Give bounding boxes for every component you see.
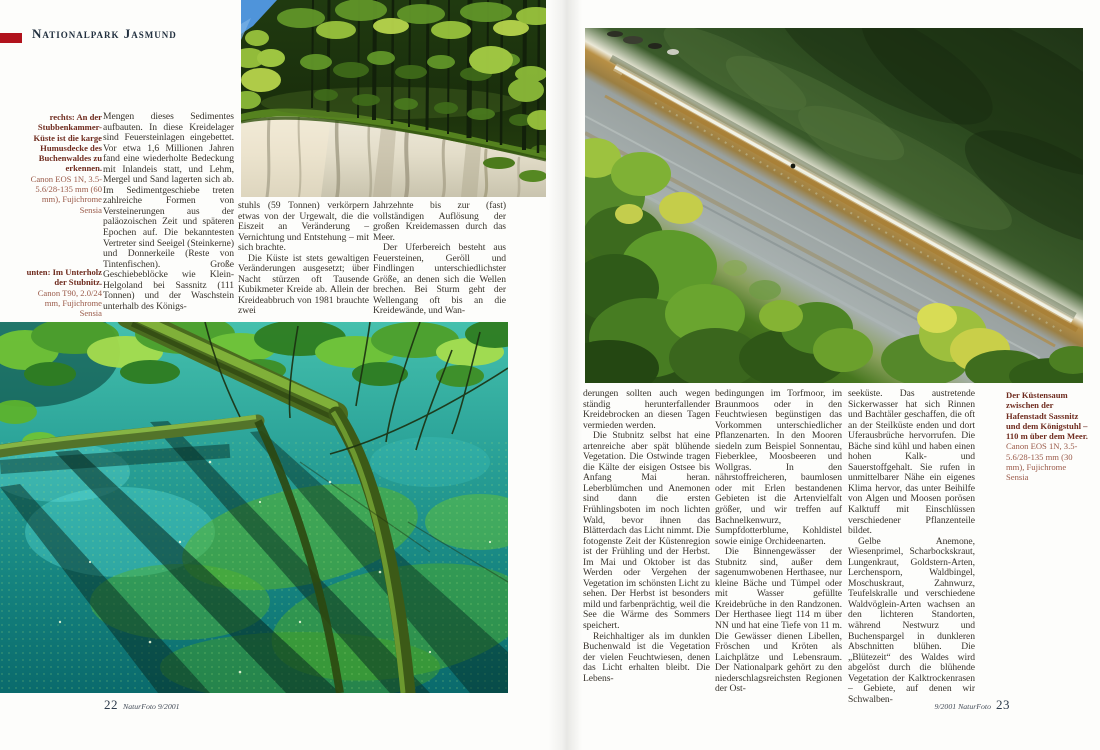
photo-aerial-coastline — [585, 28, 1083, 383]
paragraph: Gelbe Anemone, Wiesenprimel, Scharbockskraut, Lungenkraut, Goldstern-Arten, Lerchensporn, Waldbingel, Moschuskraut, Zahnwurz, Teufelskralle und verschiedene Waldvöglein-Arten wachsen an den lichteren Standorten, während Nestwurz und Buchenspargel in dunkleren Abschnitten blühen. Die „Blütezeit“ des Waldes wird abgelöst durch die blühende Vegetation der Kalktrockenrasen – Gebiete, auf denen wir Schwalben- — [848, 535, 975, 705]
paragraph: Die Küste ist stets gewaltigen Veränderungen ausgesetzt; über Nacht stürzen oft Tausende Kubikmeter Kreide ab. Allein der Kreideabbruch von 1981 brauchte zwei — [238, 252, 369, 317]
caption-lead: unten: Im Unterholz der Stubnitz. — [26, 267, 102, 288]
caption-aerial-photo — [1006, 390, 1088, 483]
page-footer-right — [934, 697, 1010, 713]
caption-tech-info: Canon T90, 2.0/24 mm, Fujichrome Sensia — [37, 287, 102, 319]
paragraph: seeküste. Das austretende Sickerwasser hat sich Rinnen und Bachtäler geschaffen, die oft an der Steilküste enden und dort Uferausbrüche hervorrufen. Die Bäche sind kühl und haben einen hohen Kalk- und Sauerstoffgehalt. Sie rufen in unmittelbarer Nähe ein eigenes Klima hervor, das unter Beihilfe von Algen und Moosen porösen Kalktuff mit Einschlüssen verschiedener Pflanzenteile bildet. — [848, 388, 975, 537]
page-number: 23 — [996, 697, 1010, 712]
caption-swamp-photo — [26, 267, 102, 318]
page-footer-left — [104, 697, 180, 713]
photo-swamp-underwood — [0, 322, 508, 693]
paragraph: stuhls (59 Tonnen) verkörpern etwas von der Urgewalt, die die Eiszeit an Veränderung – Vernichtung und Entstehung – mit sich brachte. — [238, 200, 369, 254]
issue-label: NaturFoto 9/2001 — [123, 702, 180, 711]
section-marker-red-block — [0, 33, 22, 43]
body-column — [583, 389, 710, 714]
paragraph: bedingungen im Torfmoor, im Braunmoos oder in den Feuchtwiesen begünstigen das Vorkommen unterschiedlicher Pflanzenarten. In den Mooren siedeln zum Beispiel Sonnentau, Fieberklee, Moosbeeren und Wollgras. In den nährstoffreicheren, baumlosen oder mit Erlen bestandenen Gebieten ist die Artenvielfalt größer, und wir treffen auf Bachnelkenwurz, Sumpfdotterblume, Kohldistel sowie einige Orchideenarten. — [715, 388, 842, 547]
caption-lead: rechts: An der Stubbenkammer-Küste ist die karge Humusdecke des Buchenwaldes zu erkennen. — [33, 112, 102, 174]
paragraph: Reichhaltiger als im dunklen Buchenwald ist die Vegetation der vielen Feuchtwiesen, denen das Licht erhalten bleibt. Die Lebens- — [583, 630, 710, 684]
caption-lead: Der Küstensaum zwischen der Hafenstadt Sassnitz und dem Königstuhl – 110 m über dem Meer. — [1006, 390, 1088, 442]
page-gutter-shadow — [548, 0, 582, 750]
paragraph: Jahrzehnte bis zur (fast) vollständigen Auflösung der großen Kreidemassen durch das Meer. — [373, 200, 506, 243]
body-column — [103, 112, 234, 326]
paragraph: Mengen dieses Sedimentes aufbauten. In diese Kreidelager sind Feuersteinlagen eingebettet. Vor etwa 1,6 Millionen Jahren fand eine wiederholte Bedeckung mit Inlandeis statt, und Lehm, Mergel und Sand lagerten sich ab. Im Sedimentgeschiebe treten zahlreiche Formen von Versteinerungen aus der paläozoischen Zeit und späteren Epochen auf. Die bekanntesten Vertreter sind Seeigel (Steinkerne) und Donnerkeile (Reste von Tintenfischen). Große Geschiebeblöcke wie Klein-Helgoland bei Sassnitz (111 Tonnen) und der Waschstein unterhalb des Königs- — [103, 111, 234, 312]
caption-tech-info: Canon EOS 1N, 3.5-5.6/28-135 mm (30 mm), Fujichrome Sensia — [1006, 441, 1078, 483]
body-column — [715, 389, 842, 714]
photo-chalk-cliff-forest — [241, 0, 546, 197]
paragraph: Die Binnengewässer der Stubnitz sind, außer dem sagenumwobenen Herthasee, nur kleine Bäche und Tümpel oder mit Wasser gefüllte Kreidebrüche in den Randzonen. Der Herthasee liegt 114 m über NN und hat eine Tiefe von 11 m. Die Gewässer dienen Libellen, Fröschen und Kröten als Laichplätze und Lebensraum. Der Nationalpark gehört zu den niederschlagsreichsten Regionen der Ost- — [715, 546, 842, 695]
paragraph: derungen sollten auch wegen ständig herunterfallender Kreidebrocken an diesen Tagen vermieden werden. — [583, 388, 710, 431]
issue-label: 9/2001 NaturFoto — [934, 702, 991, 711]
paragraph: Der Uferbereich besteht aus Feuersteinen, Geröll und Findlingen unterschiedlichster Größe, an denen sich die Wellen brechen. Bei Sturm geht der Wellengang oft bis an die Kreidewände, und Wan- — [373, 242, 506, 317]
body-column — [373, 201, 506, 326]
section-title: Nationalpark Jasmund — [32, 26, 177, 41]
caption-tech-info: Canon EOS 1N, 3.5-5.6/28-135 mm (60 mm), Fujichrome Sensia — [30, 173, 102, 215]
caption-cliff-photo — [26, 112, 102, 215]
body-column — [238, 201, 369, 326]
page-number: 22 — [104, 697, 118, 712]
paragraph: Die Stubnitz selbst hat eine artenreiche aber spät blühende Vegetation. Die Ostwinde tragen die Kälte der eisigen Ostsee bis Anfang Mai heran. Leberblümchen und Anemonen sind dann die ersten Frühlingsboten im noch lichten Wald, bevor ihnen das Blätterdach das Licht nimmt. Die fotogenste Zeit der Küstenregion ist der Frühling und der Herbst. Im Mai und Oktober ist das Werden oder Vergehen der Vegetation im schönsten Licht zu sehen. Der Herbst ist besonders mild und farbenprächtig, weil die See die Wärme des Sommers speichert. — [583, 430, 710, 632]
body-column — [848, 389, 975, 714]
